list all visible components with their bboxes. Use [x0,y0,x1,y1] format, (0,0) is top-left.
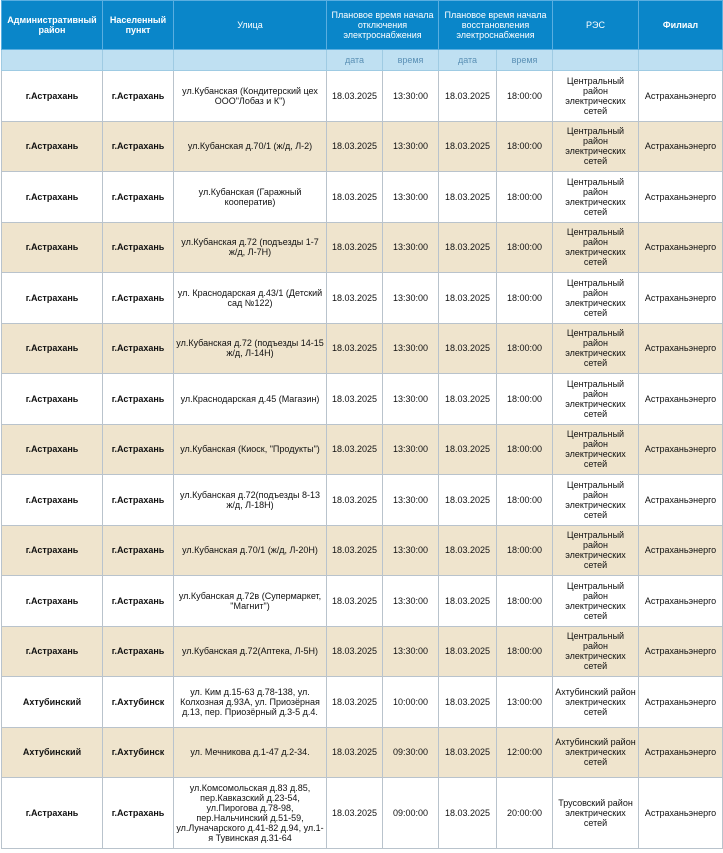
cell-res: Центральный район электрических сетей [553,121,639,172]
cell-locality: г.Астрахань [103,374,174,425]
subheader-on-time: время [497,50,553,71]
cell-on-time: 18:00:00 [497,475,553,526]
cell-district: г.Астрахань [2,323,103,374]
cell-off-time: 13:30:00 [383,374,439,425]
table-row [2,626,723,677]
cell-off-date: 18.03.2025 [327,525,383,576]
cell-off-time: 13:30:00 [383,475,439,526]
cell-on-date: 18.03.2025 [439,778,497,849]
cell-res: Центральный район электрических сетей [553,222,639,273]
cell-district: г.Астрахань [2,778,103,849]
cell-on-date: 18.03.2025 [439,525,497,576]
cell-locality: г.Астрахань [103,475,174,526]
cell-off-time: 13:30:00 [383,273,439,324]
cell-off-time: 13:30:00 [383,222,439,273]
cell-locality: г.Астрахань [103,778,174,849]
outage-schedule-table [1,0,723,849]
cell-off-date: 18.03.2025 [327,273,383,324]
cell-district: г.Астрахань [2,172,103,223]
cell-off-date: 18.03.2025 [327,727,383,778]
cell-on-date: 18.03.2025 [439,172,497,223]
table-row [2,172,723,223]
cell-on-time: 18:00:00 [497,323,553,374]
cell-off-date: 18.03.2025 [327,778,383,849]
table-row [2,475,723,526]
cell-branch: Астраханьэнерго [639,626,723,677]
cell-branch: Астраханьэнерго [639,222,723,273]
cell-locality: г.Астрахань [103,323,174,374]
cell-branch: Астраханьэнерго [639,172,723,223]
header-district: Административный район [2,1,103,50]
cell-street: ул.Кубанская д.72 (подъезды 14-15 ж/д, Л-14Н) [174,323,327,374]
cell-district: г.Астрахань [2,525,103,576]
cell-district: г.Астрахань [2,273,103,324]
subheader-empty [174,50,327,71]
table-row [2,71,723,122]
cell-off-time: 13:30:00 [383,626,439,677]
subheader-on-date: дата [439,50,497,71]
cell-off-date: 18.03.2025 [327,677,383,728]
header-off-time: Плановое время начала отключения электроснабжения [327,1,439,50]
cell-on-time: 13:00:00 [497,677,553,728]
cell-off-time: 13:30:00 [383,525,439,576]
cell-street: ул.Кубанская (Кондитерский цех ООО"Лобаз и К") [174,71,327,122]
cell-branch: Астраханьэнерго [639,576,723,627]
cell-on-time: 18:00:00 [497,525,553,576]
table-row [2,677,723,728]
cell-on-date: 18.03.2025 [439,222,497,273]
cell-off-time: 13:30:00 [383,323,439,374]
table-row [2,778,723,849]
cell-street: ул. Мечникова д.1-47 д.2-34. [174,727,327,778]
cell-on-date: 18.03.2025 [439,121,497,172]
cell-off-time: 10:00:00 [383,677,439,728]
cell-district: г.Астрахань [2,71,103,122]
cell-on-time: 20:00:00 [497,778,553,849]
subheader-empty [103,50,174,71]
cell-branch: Астраханьэнерго [639,475,723,526]
cell-district: Ахтубинский [2,677,103,728]
subheader-empty [2,50,103,71]
cell-off-time: 13:30:00 [383,121,439,172]
cell-off-date: 18.03.2025 [327,71,383,122]
cell-off-time: 13:30:00 [383,424,439,475]
cell-on-date: 18.03.2025 [439,727,497,778]
cell-off-date: 18.03.2025 [327,172,383,223]
cell-off-date: 18.03.2025 [327,323,383,374]
cell-on-time: 18:00:00 [497,121,553,172]
cell-res: Ахтубинский район электрических сетей [553,727,639,778]
header-locality: Населенный пункт [103,1,174,50]
cell-locality: г.Астрахань [103,273,174,324]
cell-off-time: 13:30:00 [383,576,439,627]
table-row [2,576,723,627]
cell-branch: Астраханьэнерго [639,525,723,576]
cell-res: Центральный район электрических сетей [553,273,639,324]
cell-on-date: 18.03.2025 [439,374,497,425]
cell-locality: г.Астрахань [103,626,174,677]
cell-off-date: 18.03.2025 [327,121,383,172]
cell-branch: Астраханьэнерго [639,71,723,122]
cell-off-date: 18.03.2025 [327,222,383,273]
cell-street: ул.Краснодарская д.45 (Магазин) [174,374,327,425]
table-row [2,525,723,576]
cell-district: г.Астрахань [2,374,103,425]
cell-street: ул.Кубанская д.72(подъезды 8-13 ж/д, Л-18Н) [174,475,327,526]
cell-street: ул.Кубанская д.72 (подъезды 1-7 ж/д, Л-7Н) [174,222,327,273]
cell-district: г.Астрахань [2,424,103,475]
cell-res: Трусовский район электрических сетей [553,778,639,849]
table-row [2,424,723,475]
cell-res: Центральный район электрических сетей [553,71,639,122]
cell-off-date: 18.03.2025 [327,576,383,627]
cell-on-time: 12:00:00 [497,727,553,778]
header-res: РЭС [553,1,639,50]
cell-branch: Астраханьэнерго [639,727,723,778]
header-street: Улица [174,1,327,50]
header-branch: Филиал [639,1,723,50]
cell-branch: Астраханьэнерго [639,374,723,425]
subheader-empty [553,50,639,71]
cell-res: Центральный район электрических сетей [553,576,639,627]
cell-off-date: 18.03.2025 [327,374,383,425]
cell-on-time: 18:00:00 [497,172,553,223]
cell-street: ул.Комсомольская д.83 д.85, пер.Кавказский д.23-54, ул.Пирогова д.78-98, пер.Нальчинский д.51-59, ул.Луначарского д.41-82 д.94, ул.1-я Тувинская д.31-64 [174,778,327,849]
subheader-off-date: дата [327,50,383,71]
cell-branch: Астраханьэнерго [639,323,723,374]
cell-res: Центральный район электрических сетей [553,374,639,425]
table-row [2,121,723,172]
cell-off-time: 09:30:00 [383,727,439,778]
cell-branch: Астраханьэнерго [639,677,723,728]
cell-on-time: 18:00:00 [497,71,553,122]
cell-locality: г.Астрахань [103,121,174,172]
table-row [2,727,723,778]
table-row [2,374,723,425]
cell-street: ул.Кубанская д.70/1 (ж/д, Л-20Н) [174,525,327,576]
cell-on-time: 18:00:00 [497,424,553,475]
cell-street: ул.Кубанская д.72(Аптека, Л-5Н) [174,626,327,677]
cell-off-date: 18.03.2025 [327,475,383,526]
cell-district: г.Астрахань [2,121,103,172]
cell-locality: г.Астрахань [103,424,174,475]
cell-street: ул.Кубанская (Гаражный кооператив) [174,172,327,223]
subheader-off-time: время [383,50,439,71]
cell-on-date: 18.03.2025 [439,576,497,627]
cell-res: Центральный район электрических сетей [553,172,639,223]
subheader-empty [639,50,723,71]
cell-off-date: 18.03.2025 [327,626,383,677]
cell-on-date: 18.03.2025 [439,475,497,526]
cell-branch: Астраханьэнерго [639,424,723,475]
cell-on-date: 18.03.2025 [439,626,497,677]
cell-street: ул.Кубанская (Киоск, "Продукты") [174,424,327,475]
cell-locality: г.Астрахань [103,172,174,223]
cell-district: г.Астрахань [2,475,103,526]
cell-off-time: 13:30:00 [383,71,439,122]
cell-on-date: 18.03.2025 [439,273,497,324]
cell-on-date: 18.03.2025 [439,323,497,374]
cell-res: Центральный район электрических сетей [553,323,639,374]
cell-locality: г.Астрахань [103,576,174,627]
cell-off-date: 18.03.2025 [327,424,383,475]
cell-street: ул. Ким д.15-63 д.78-138, ул. Колхозная д.93А, ул. Приозёрная д.13, пер. Приозёрный д.3-5 д.4. [174,677,327,728]
cell-district: Ахтубинский [2,727,103,778]
cell-on-date: 18.03.2025 [439,71,497,122]
cell-branch: Астраханьэнерго [639,778,723,849]
cell-res: Центральный район электрических сетей [553,525,639,576]
cell-res: Ахтубинский район электрических сетей [553,677,639,728]
cell-street: ул. Краснодарская д.43/1 (Детский сад №122) [174,273,327,324]
cell-res: Центральный район электрических сетей [553,626,639,677]
cell-on-time: 18:00:00 [497,626,553,677]
cell-off-time: 09:00:00 [383,778,439,849]
cell-locality: г.Ахтубинск [103,727,174,778]
cell-branch: Астраханьэнерго [639,273,723,324]
header-on-time: Плановое время начала восстановления электроснабжения [439,1,553,50]
cell-on-time: 18:00:00 [497,222,553,273]
cell-res: Центральный район электрических сетей [553,475,639,526]
cell-branch: Астраханьэнерго [639,121,723,172]
cell-district: г.Астрахань [2,626,103,677]
cell-on-time: 18:00:00 [497,576,553,627]
cell-district: г.Астрахань [2,222,103,273]
cell-on-date: 18.03.2025 [439,424,497,475]
cell-street: ул.Кубанская д.72в (Супермаркет, "Магнит") [174,576,327,627]
cell-res: Центральный район электрических сетей [553,424,639,475]
cell-on-time: 18:00:00 [497,374,553,425]
cell-on-time: 18:00:00 [497,273,553,324]
table-row [2,222,723,273]
cell-locality: г.Ахтубинск [103,677,174,728]
table-row [2,323,723,374]
cell-on-date: 18.03.2025 [439,677,497,728]
cell-locality: г.Астрахань [103,222,174,273]
cell-street: ул.Кубанская д.70/1 (ж/д, Л-2) [174,121,327,172]
cell-locality: г.Астрахань [103,525,174,576]
cell-off-time: 13:30:00 [383,172,439,223]
cell-locality: г.Астрахань [103,71,174,122]
cell-district: г.Астрахань [2,576,103,627]
table-row [2,273,723,324]
